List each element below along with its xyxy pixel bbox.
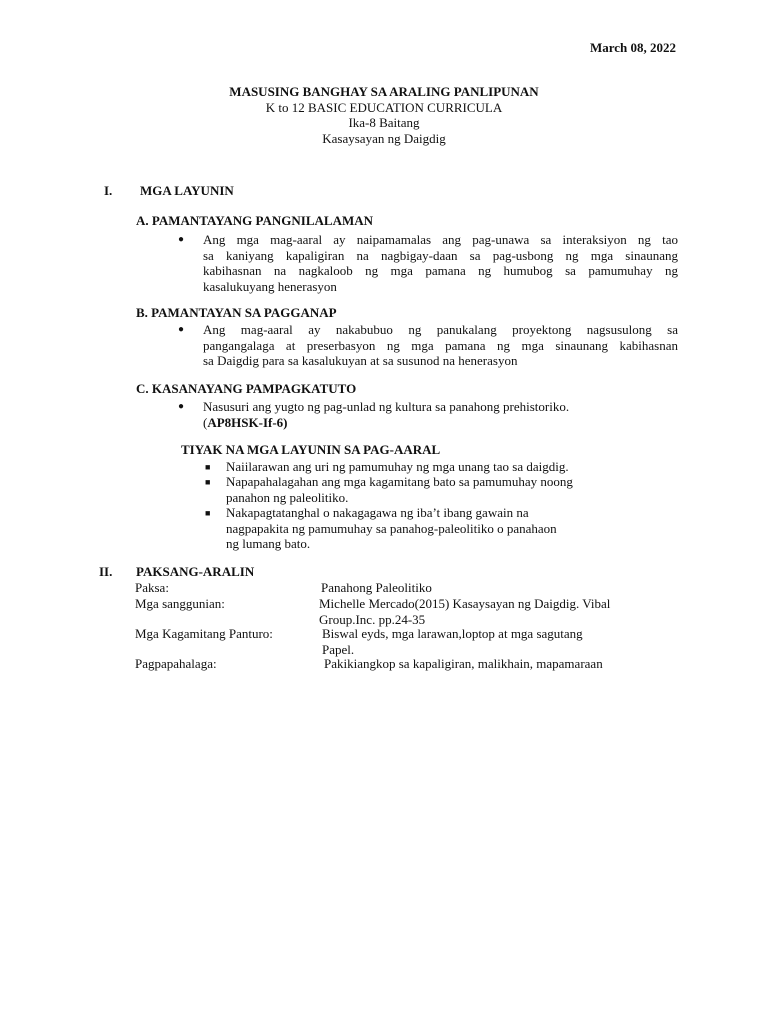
subsection-b-paragraph: [203, 322, 678, 369]
objective-line: Nakapagtatanghal o nakagagawa ng iba’t ibang gawain na: [226, 505, 529, 520]
kagamitan-value: [322, 626, 583, 657]
bullet-dot-icon: ●: [178, 324, 185, 335]
section-2-title: PAKSANG-ARALIN: [136, 564, 255, 579]
objective-item: [226, 474, 573, 505]
bullet-square-icon: ■: [205, 508, 211, 518]
kagamitan-line: Biswal eyds, mga larawan,loptop at mga sagutang: [322, 626, 583, 641]
para-line: sa Daigdig para sa kasalukuyan at sa susunod na henerasyon: [203, 353, 518, 368]
sanggunian-value: [319, 596, 610, 627]
para-line: Ang mga mag-aaral ay naipamamalas ang pag-unawa sa interaksiyon ng tao: [203, 232, 678, 247]
objective-line: ng lumang bato.: [226, 536, 311, 551]
para-line: Ang mag-aaral ay nakabubuo ng panukalang proyektong nagsusulong sa: [203, 322, 678, 337]
subsection-a-paragraph: [203, 232, 678, 294]
bullet-dot-icon: ●: [178, 234, 185, 245]
para-line: kabihasnan na nagkaloob ng mga pamana ng humubog sa pamumuhay ng: [203, 263, 678, 278]
sanggunian-label: Mga sanggunian:: [135, 596, 225, 611]
kagamitan-line: Papel.: [322, 641, 355, 657]
subsection-a-heading: A. PAMANTAYANG PANGNILALAMAN: [136, 213, 374, 228]
kagamitan-label: Mga Kagamitang Panturo:: [135, 626, 273, 641]
objective-line: Naiilarawan ang uri ng pamumuhay ng mga unang tao sa daigdig.: [226, 459, 569, 474]
competency-code-line: [203, 415, 678, 431]
sanggunian-line: Group.Inc. pp.24-35: [319, 611, 426, 627]
bullet-square-icon: ■: [205, 477, 211, 487]
pagpapahalaga-label: Pagpapahalaga:: [135, 656, 217, 671]
subsection-b-heading: B. PAMANTAYAN SA PAGGANAP: [136, 305, 337, 320]
bullet-square-icon: ■: [205, 462, 211, 472]
objective-line: panahon ng paleolitiko.: [226, 489, 349, 505]
para-line: pangangalaga at preserbasyon ng mga pamana ng mga sinaunang kabihasnan: [203, 337, 678, 353]
section-1-title: MGA LAYUNIN: [140, 183, 234, 198]
para-line: sa kaniyang kapaligiran na nagbigay-daan sa pag-usbong ng mga sinaunang: [203, 247, 678, 263]
section-1-number: I.: [104, 183, 113, 198]
section-2-number: II.: [99, 564, 113, 579]
subsection-c-heading: C. KASANAYANG PAMPAGKATUTO: [136, 381, 357, 396]
sanggunian-line: Michelle Mercado(2015) Kasaysayan ng Daigdig. Vibal: [319, 596, 611, 611]
title-line-4: Kasaysayan ng Daigdig: [322, 130, 446, 146]
paksa-label: Paksa:: [135, 580, 169, 595]
code-paren: (: [203, 414, 208, 430]
para-line: kasalukuyang henerasyon: [203, 278, 337, 294]
title-line-3: Ika-8 Baitang: [348, 115, 420, 130]
objective-item: [226, 505, 557, 552]
document-title-block: [0, 84, 768, 146]
bullet-dot-icon: ●: [178, 401, 185, 412]
pagpapahalaga-value: Pakikiangkop sa kapaligiran, malikhain, mapamaraan: [324, 656, 603, 671]
document-date: March 08, 2022: [589, 40, 676, 55]
title-line-2: K to 12 BASIC EDUCATION CURRICULA: [265, 99, 503, 115]
specific-objectives-heading: TIYAK NA MGA LAYUNIN SA PAG-AARAL: [181, 442, 441, 457]
competency-code: AP8HSK-If-6): [207, 414, 288, 430]
subsection-c-paragraph: [203, 399, 678, 430]
paksa-value: Panahong Paleolitiko: [321, 580, 432, 595]
objective-line: Napapahalagahan ang mga kagamitang bato sa pamumuhay noong: [226, 474, 573, 489]
objective-item: [226, 459, 569, 475]
para-line: Nasusuri ang yugto ng pag-unlad ng kultura sa panahong prehistoriko.: [203, 399, 570, 414]
objective-line: nagpapakita ng pamumuhay sa panahog-paleolitiko o panahaon: [226, 520, 557, 536]
title-line-1: MASUSING BANGHAY SA ARALING PANLIPUNAN: [229, 84, 539, 99]
